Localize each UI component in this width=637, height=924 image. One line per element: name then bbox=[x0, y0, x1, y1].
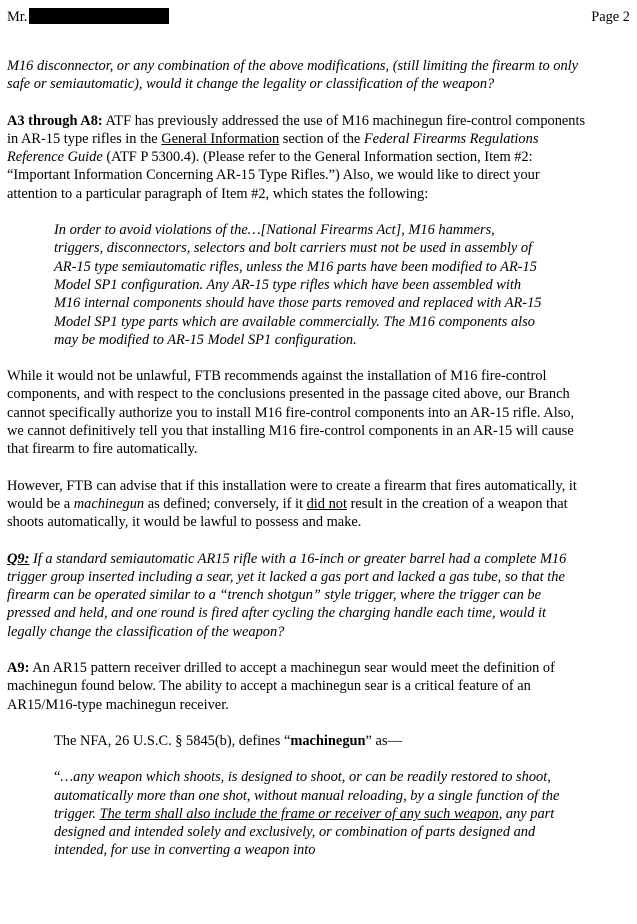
question-text: If a standard semiautomatic AR15 rifle with a 16-inch or greater barrel had a complete M16 trigger group inserted including a sear, yet it lacked a gas port and lacked a gas tube, so that the firearm can be operated similar to a “trench shotgun” style trigger, where the trigger can be pressed and held, and one round is fired after cycling the charging handle each time, would it legally change the classification of the weapon? bbox=[7, 550, 567, 640]
answer-a9 bbox=[7, 659, 587, 714]
machinegun-term: machinegun bbox=[290, 732, 366, 749]
nfa-definition-intro bbox=[54, 732, 574, 750]
page-header bbox=[7, 8, 630, 28]
paragraph-while: While it would not be unlawful, FTB recommends against the installation of M16 fire-control components, and with respect to the conclusions presented in the passage cited above, our Branch cannot specifically authorize you to install M16 fire-control components into an AR-15 rifle. Also, we cannot definitively tell you that installing M16 fire-control components in an AR-15 will cause that firearm to fire automatically. bbox=[7, 368, 575, 458]
nfa-text: The NFA, 26 U.S.C. § 5845(b), defines “ bbox=[54, 732, 291, 749]
question-label: Q9: bbox=[7, 550, 30, 567]
answer-text: An AR15 pattern receiver drilled to accept a machinegun sear would meet the definition of machinegun found below. The ability to accept a machinegun sear is a critical feature of an AR15/M16-type machinegun receiver. bbox=[7, 660, 555, 713]
answer-text: section of the bbox=[279, 130, 364, 147]
salutation: Mr. bbox=[7, 9, 28, 25]
general-information-ref: General Information bbox=[161, 130, 280, 147]
answer-text: (ATF P 5300.4). (Please refer to the General Information section, Item #2: “Important Information Concerning AR-15 Type Rifles.”) Also, we would like to direct your attention to a particular paragraph of Item #2, which states the following: bbox=[7, 149, 540, 202]
recipient-line bbox=[7, 8, 169, 26]
question-continuation: M16 disconnector, or any combination of the above modifications, (still limiting the firearm to only safe or semiautomatic), would it change the legality or classification of the weapon? bbox=[7, 58, 579, 93]
quote-text: , any part designed and intended solely and exclusively, or combination of parts designed and intended, for use in converting a weapon into bbox=[54, 805, 555, 859]
paragraph-text: However, FTB can advise that if this installation were to create a firearm that fires automatically, it would be a bbox=[7, 477, 577, 512]
redaction-bar bbox=[29, 8, 169, 24]
machinegun-term: machinegun bbox=[73, 495, 145, 512]
quote-mark: “ bbox=[54, 769, 61, 786]
quote-text: …any weapon which shoots, is designed to shoot, or can be readily restored to shoot, automatically more than one shot, without manual reloading, by a single function of the trigger. bbox=[54, 769, 560, 822]
block-quote-atf: In order to avoid violations of the…[National Firearms Act], M16 hammers, triggers, disconnectors, selectors and bolt carriers must not be used in assembly of AR-15 type semiautomatic rifles, unless the M16 parts have been modified to AR-15 Model SP1 configuration. Any AR-15 type rifles which have been assembled with M16 internal components should have those parts removed and replaced with AR-15 Model SP1 type parts which are available commercially. The M16 components also may be modified to AR-15 Model SP1 configuration. bbox=[54, 222, 542, 348]
page-number: Page 2 bbox=[591, 9, 630, 25]
question-q9 bbox=[7, 550, 587, 641]
paragraph-text: result in the creation of a weapon that shoots automatically, it would be lawful to possess and make. bbox=[7, 495, 568, 531]
did-not-emphasis: did not bbox=[306, 495, 347, 512]
frame-receiver-clause: The term shall also include the frame or receiver of any such weapon bbox=[99, 805, 499, 822]
nfa-text: ” as— bbox=[365, 732, 402, 749]
letter-body bbox=[7, 57, 587, 878]
block-quote-nfa bbox=[54, 768, 574, 859]
guide-title: Federal Firearms Regulations Reference Guide bbox=[7, 130, 539, 166]
answer-label: A9: bbox=[7, 660, 30, 677]
paragraph-text: as defined; conversely, if it bbox=[144, 495, 307, 512]
answer-label: A3 through A8: bbox=[7, 112, 103, 129]
answer-a3-a8 bbox=[7, 112, 587, 203]
paragraph-however bbox=[7, 477, 587, 532]
answer-text: ATF has previously addressed the use of M16 machinegun fire-control components in AR-15 type rifles in the bbox=[7, 112, 586, 147]
